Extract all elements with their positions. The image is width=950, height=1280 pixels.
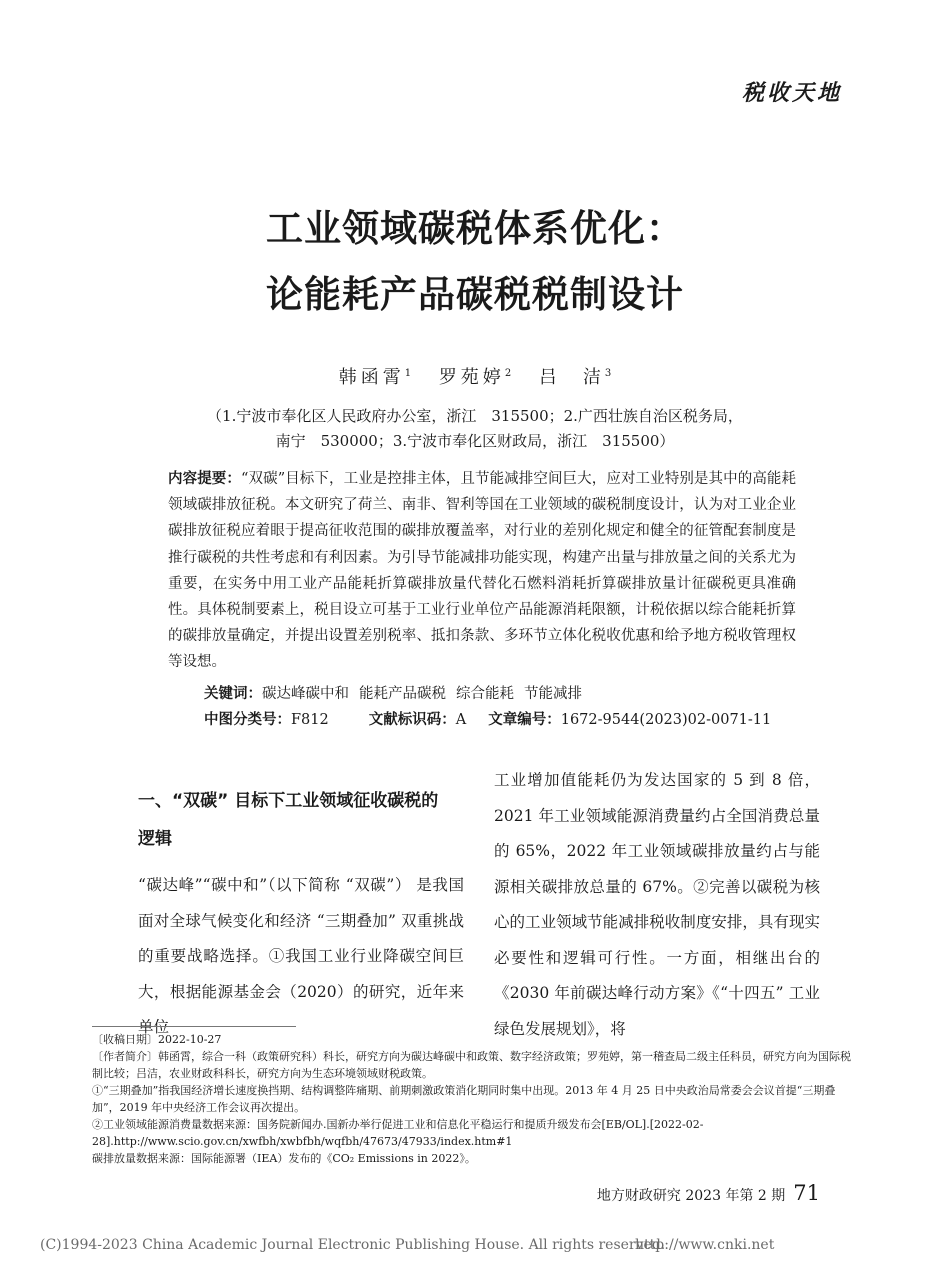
article-number-value: 1672-9544(2023)02-0071-11 [560, 712, 772, 728]
doc-code-label: 文献标识码： [368, 712, 456, 728]
author-mark: 2 [504, 368, 512, 379]
abstract-label: 内容提要： [168, 471, 241, 487]
paragraph-text: 工业增加值能耗仍为发达国家的 5 到 8 倍，2021 年工业领域能源消费量约占全国消费总量的 65%，2022 年工业领域碳排放量约占与能源相关碳排放总量的 67%。②完善以碳税为核心的工业领域节能减排税收制度安排，具有现实必要性和逻辑可行性。一方面，相继出台的《2030 年前碳达峰行动方案》《“十四五” 工业绿色发展规划》，将 [494, 771, 820, 1038]
body-paragraph-right [494, 763, 820, 1047]
affiliation-line-1: （1.宁波市奉化区人民政府办公室，浙江 315500；2.广西壮族自治区税务局， [207, 407, 743, 425]
cnki-link[interactable]: http://www.cnki.net [635, 1237, 775, 1253]
footnote-3: 碳排放量数据来源：国际能源署（IEA）发布的《CO₂ Emissions in 2022》。 [92, 1152, 476, 1165]
affiliation-line-2: 南宁 530000；3.宁波市奉化区财政局，浙江 315500） [275, 432, 675, 450]
footnote-2: ②工业领域能源消费量数据来源：国务院新闻办.国新办举行促进工业和信息化平稳运行和提质升级发布会[EB/OL].[2022-02-28].http://www.scio.gov.cn/xwfbh/xwbfbh/wqfbh/47673/47933/index.htm#1 [92, 1118, 704, 1148]
classification-line [204, 708, 781, 729]
author-mark: 1 [404, 368, 412, 379]
footnote-1: ①“三期叠加”指我国经济增长速度换挡期、结构调整阵痛期、前期刺激政策消化期同时集中出现。2013 年 4 月 25 日中央政治局常委会会议首提“三期叠加”，2019 年中央经济工作会议再次提出。 [92, 1084, 836, 1114]
journal-issue: 地方财政研究 2023 年第 2 期 [596, 1188, 786, 1204]
doc-code-value: A [455, 712, 467, 728]
keyword: 节能减排 [524, 686, 582, 702]
article-number-label: 文章编号： [488, 712, 561, 728]
page-number: 71 [793, 1181, 820, 1205]
footnotes [92, 1031, 858, 1167]
author-bio: 〔作者简介〕韩函霄，综合一科（政策研究科）科长，研究方向为碳达峰碳中和政策、数字经济政策；罗苑婷，第一稽查局二级主任科员，研究方向为国际税制比较；吕洁，农业财政科科长，研究方向为生态环境领域财税政策。 [92, 1050, 851, 1080]
author-list [0, 363, 950, 389]
author-name: 韩函霄 [338, 367, 405, 388]
keyword: 综合能耗 [456, 686, 514, 702]
title-line-1: 工业领域碳税体系优化： [266, 207, 684, 250]
keyword: 碳达峰碳中和 [262, 686, 349, 702]
column-label: 税收天地 [741, 80, 842, 106]
section-heading [138, 782, 468, 858]
abstract [168, 466, 796, 676]
article-title [0, 196, 950, 328]
keyword: 能耗产品碳税 [359, 686, 446, 702]
keywords [204, 682, 592, 703]
title-line-2: 论能耗产品碳税税制设计 [266, 273, 684, 316]
clc-value: F812 [291, 712, 329, 728]
author-name: 吕 洁 [538, 367, 605, 388]
footnote-divider [92, 1026, 296, 1027]
keywords-label: 关键词： [204, 686, 262, 702]
section-heading-line-2: 逻辑 [138, 829, 172, 849]
author-name: 罗苑婷 [438, 367, 505, 388]
section-heading-line-1: 一、“双碳” 目标下工业领域征收碳税的 [138, 791, 439, 811]
received-date: 〔收稿日期〕2022-10-27 [92, 1033, 222, 1046]
copyright-notice: (C)1994-2023 China Academic Journal Electronic Publishing House. All rights reserved. [40, 1237, 666, 1253]
paragraph-text: “碳达峰”“碳中和”（以下简称 “双碳”） 是我国面对全球气候变化和经济 “三期叠加” 双重挑战的重要战略选择。①我国工业行业降碳空间巨大，根据能源基金会（2020）的研究，近年来单位 [138, 876, 464, 1036]
abstract-text: “双碳”目标下，工业是控排主体，且节能减排空间巨大，应对工业特别是其中的高能耗领域碳排放征税。本文研究了荷兰、南非、智利等国在工业领域的碳税制度设计，认为对工业企业碳排放征税应着眼于提高征收范围的碳排放覆盖率，对行业的差别化规定和健全的征管配套制度是推行碳税的共性考虑和有利因素。为引导节能减排功能实现，构建产出量与排放量之间的关系尤为重要，在实务中用工业产品能耗折算碳排放量代替化石燃料消耗折算碳排放量计征碳税更具准确性。具体税制要素上，税目设立可基于工业行业单位产品能源消耗限额，计税依据以综合能耗折算的碳排放量确定，并提出设置差别税率、抵扣条款、多环节立体化税收优惠和给予地方税收管理权等设想。 [168, 471, 797, 671]
clc-label: 中图分类号： [204, 712, 291, 728]
body-paragraph-left [138, 868, 464, 1046]
author-mark: 3 [604, 368, 612, 379]
page-footer [597, 1181, 820, 1205]
